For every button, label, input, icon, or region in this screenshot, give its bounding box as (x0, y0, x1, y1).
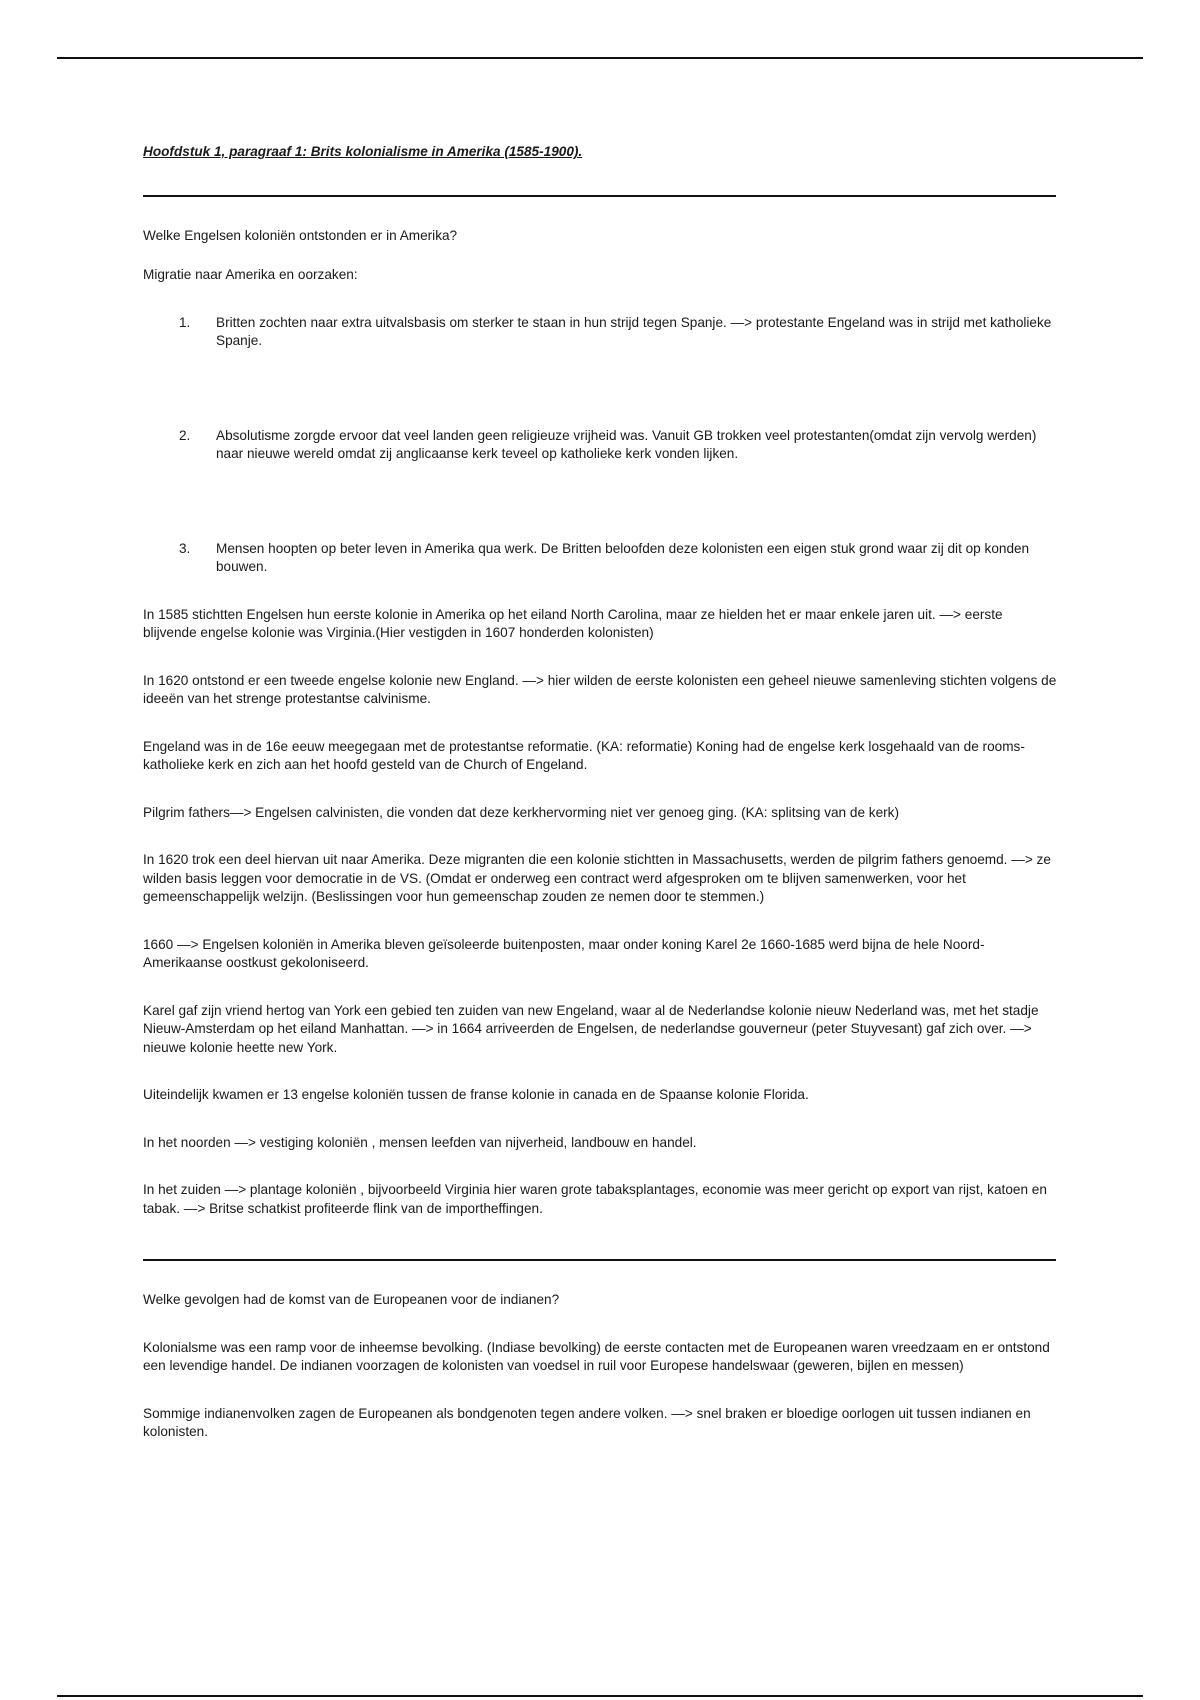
page-bottom-rule (57, 1695, 1143, 1697)
paragraph: Karel gaf zijn vriend hertog van York een gebied ten zuiden van new Engeland, waar al de Nederlandse kolonie nieuw Nederland was, met het stadje Nieuw-Amsterdam op het eiland Manhattan. —> in 1664 arriveerden de Engelsen, de nederlandse gouverneur (peter Stuyvesant) gaf zich over. —> nieuwe kolonie heette new York. (143, 1002, 1039, 1055)
section-question-indians: Welke gevolgen had de komst van de Europeanen voor de indianen? (143, 1292, 560, 1307)
paragraph: Uiteindelijk kwamen er 13 engelse koloniën tussen de franse kolonie in canada en de Spaanse kolonie Florida. (143, 1087, 809, 1102)
list-text: Absolutisme zorgde ervoor dat veel landen geen religieuze vrijheid was. Vanuit GB trokken veel protestanten(omdat zijn vervolg werden) naar nieuwe wereld omdat zij anglicaanse kerk teveel op katholieke kerk vonden lijken. (216, 427, 1037, 461)
paragraph: Kolonialsme was een ramp voor de inheemse bevolking. (Indiase bevolking) de eerste contacten met de Europeanen waren vreedzaam en er ontstond een levendige handel. De indianen voorzagen de kolonisten van voedsel in ruil voor Europese handelswaar (geweren, bijlen en messen) (143, 1339, 1050, 1373)
paragraph: 1660 —> Engelsen koloniën in Amerika bleven geïsoleerde buitenposten, maar onder koning Karel 2e 1660-1685 werd bijna de hele Noord-Amerikaanse oostkust gekoloniseerd. (143, 936, 985, 970)
section-divider (143, 195, 1056, 197)
list-number: 3. (179, 540, 191, 556)
migration-intro: Migratie naar Amerika en oorzaken: (143, 267, 358, 282)
paragraph: Engeland was in de 16e eeuw meegegaan met de protestantse reformatie. (KA: reformatie) Koning had de engelse kerk losgehaald van de rooms-katholieke kerk en zich aan het hoofd gesteld van de Church of Engeland. (143, 738, 1025, 772)
document-body (143, 143, 1059, 1442)
section-divider (143, 1259, 1056, 1261)
paragraph: Pilgrim fathers—> Engelsen calvinisten, die vonden dat deze kerkhervorming niet ver genoeg ging. (KA: splitsing van de kerk) (143, 804, 899, 820)
list-item (143, 540, 1059, 577)
list-number: 1. (179, 314, 191, 330)
paragraph: In het noorden —> vestiging koloniën , mensen leefden van nijverheid, landbouw en handel. (143, 1134, 697, 1150)
list-text: Mensen hoopten op beter leven in Amerika qua werk. De Britten beloofden deze kolonisten een eigen stuk grond waar zij dit op konden bouwen. (216, 540, 1030, 574)
paragraph: Sommige indianenvolken zagen de Europeanen als bondgenoten tegen andere volken. —> snel braken er bloedige oorlogen uit tussen indianen en kolonisten. (143, 1405, 1031, 1439)
list-number: 2. (179, 427, 191, 443)
list-item (143, 427, 1059, 464)
paragraph: In 1585 stichtten Engelsen hun eerste kolonie in Amerika op het eiland North Carolina, maar ze hielden het er maar enkele jaren uit. —> eerste blijvende engelse kolonie was Virginia.(Hier vestigden in 1607 honderden kolonisten) (143, 606, 1003, 640)
section-question-colonies: Welke Engelsen koloniën ontstonden er in Amerika? (143, 227, 458, 243)
chapter-title: Hoofdstuk 1, paragraaf 1: Brits kolonialisme in Amerika (1585-1900). (143, 144, 583, 159)
page-top-rule (57, 57, 1143, 59)
paragraph: In 1620 trok een deel hiervan uit naar Amerika. Deze migranten die een kolonie stichtten in Massachusetts, werden de pilgrim fathers genoemd. —> ze wilden basis leggen voor democratie in de VS. (Omdat er onderweg een contract werd afgesproken om te blijven samenwerken, voor het gemeenschappelijk welzijn. (Beslissingen voor hun gemeenschap zouden ze nemen door te stemmen.) (143, 852, 1051, 904)
list-item (143, 314, 1059, 351)
paragraph: In het zuiden —> plantage koloniën , bijvoorbeeld Virginia hier waren grote tabaksplantages, economie was meer gericht op export van rijst, katoen en tabak. —> Britse schatkist profiteerde flink van de importheffingen. (143, 1182, 1047, 1216)
paragraph: In 1620 ontstond er een tweede engelse kolonie new England. —> hier wilden de eerste kolonisten een geheel nieuwe samenleving stichten volgens de ideeën van het strenge protestantse calvinisme. (143, 672, 1057, 706)
list-text: Britten zochten naar extra uitvalsbasis om sterker te staan in hun strijd tegen Spanje. —> protestante Engeland was in strijd met katholieke Spanje. (216, 314, 1052, 348)
